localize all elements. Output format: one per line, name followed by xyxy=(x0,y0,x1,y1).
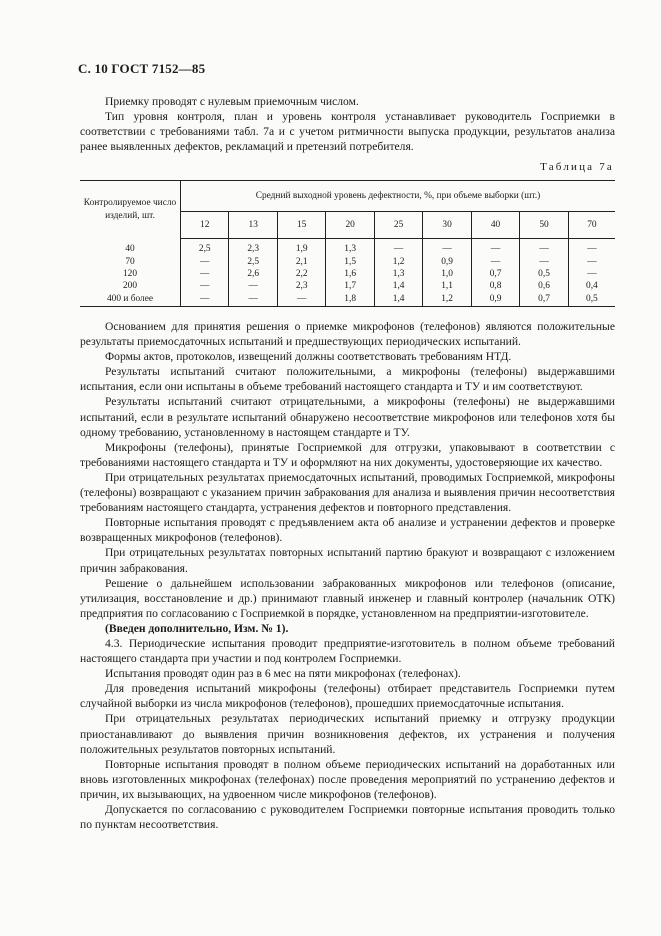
table-row xyxy=(80,255,615,267)
page-header: С. 10 ГОСТ 7152—85 xyxy=(78,61,206,76)
value-cell: 0,9 xyxy=(423,255,471,267)
paragraph: Результаты испытаний считают отрицательными, а микрофоны (телефоны) не выдержавшими испытаний, если в результате испытаний обнаружено несоответствие микрофонов или телефонов хотя бы одному требованию, установленному в настоящем стандарте и ТУ. xyxy=(80,395,615,439)
sample-size-header: 13 xyxy=(229,212,277,239)
value-cell: 0,4 xyxy=(568,280,615,292)
value-cell: — xyxy=(423,239,471,256)
value-cell: 1,6 xyxy=(326,268,374,280)
paragraph: Микрофоны (телефоны), принятые Госприемкой для отгрузки, упаковывают в соответствии с требованиями настоящего стандарта и ТУ и оформляют на них документы, удостоверяющие их качество. xyxy=(80,440,615,469)
sample-size-header: 25 xyxy=(374,212,422,239)
table-row xyxy=(80,293,615,307)
paragraph: Повторные испытания проводят в полном объеме периодических испытаний на доработанных или вновь изготовленных микрофонах (телефонах) после проведения мероприятий по устранению дефектов и причин, их вызывающих, на удвоенном числе микрофонов (телефонов). xyxy=(80,757,615,801)
paragraph: 4.3. Периодические испытания проводит предприятие-изготовитель в полном объеме требований настоящего стандарта при участии и под контролем Госприемки. xyxy=(80,636,615,666)
sample-size-header: 30 xyxy=(423,212,471,239)
paragraph: Для проведения испытаний микрофоны (телефоны) отбирает представитель Госприемки путем случайной выборки из числа микрофонов (телефонов), прошедших приемосдаточные испытания. xyxy=(80,682,615,711)
quantity-cell: 40 xyxy=(80,239,181,256)
quantity-cell: 400 и более xyxy=(80,293,181,307)
value-cell: — xyxy=(200,256,210,267)
sample-size-header: 15 xyxy=(277,212,325,239)
value-cell: — xyxy=(229,293,277,307)
paragraph: Испытания проводят один раз в 6 мес на пяти микрофонах (телефонах). xyxy=(105,667,461,681)
value-cell: 0,7 xyxy=(471,268,519,280)
value-cell: 1,3 xyxy=(326,239,374,256)
table-row xyxy=(80,268,615,280)
value-cell: 1,8 xyxy=(326,293,374,307)
sample-size-header: 70 xyxy=(568,212,615,239)
paragraph: При отрицательных результатах периодических испытаний приемку и отгрузку продукции приостанавливают до выявления причин возникновения дефектов, их устранения и получения положительных результатов повторных испытаний. xyxy=(80,712,615,756)
intro-text xyxy=(80,94,615,154)
sample-size-header: 20 xyxy=(326,212,374,239)
value-cell: 2,1 xyxy=(277,255,325,267)
value-cell: 0,5 xyxy=(568,293,615,307)
sample-size-header: 40 xyxy=(471,212,519,239)
value-cell: 1,9 xyxy=(277,239,325,256)
paragraph: При отрицательных результатах повторных испытаний партию бракуют и возвращают с изложением причин забракования. xyxy=(80,546,615,575)
value-cell: 0,7 xyxy=(520,293,568,307)
value-cell: 1,5 xyxy=(326,255,374,267)
value-cell: 0,8 xyxy=(471,280,519,292)
paragraph: (Введен дополнительно, Изм. № 1). xyxy=(105,621,289,635)
paragraph: Основанием для принятия решения о приемке микрофонов (телефонов) являются положительные результаты приемосдаточных испытаний и предшествующих периодических испытаний. xyxy=(80,320,615,349)
paragraph: При отрицательных результатах приемосдаточных испытаний, проводимых Госприемкой, микрофоны (телефоны) возвращают с указанием причин забракования для анализа и выявления причин несоответствия требованиям настоящего стандарта, устранения дефектов и повторного представления. xyxy=(80,470,615,515)
value-cell: 2,2 xyxy=(277,268,325,280)
value-cell: 2,3 xyxy=(277,280,325,292)
value-cell: — xyxy=(520,239,568,256)
quantity-cell: 200 xyxy=(80,280,181,292)
value-cell: 1,3 xyxy=(374,268,422,280)
value-cell: — xyxy=(277,293,325,307)
sample-size-header: 12 xyxy=(181,212,229,239)
value-cell: — xyxy=(200,281,210,292)
value-cell: 2,5 xyxy=(229,255,277,267)
value-cell: 1,0 xyxy=(423,268,471,280)
value-cell: — xyxy=(181,293,229,307)
value-cell: 1,1 xyxy=(423,280,471,292)
value-cell: 1,4 xyxy=(374,293,422,307)
paragraph: Тип уровня контроля, план и уровень контроля устанавливает руководитель Госприемки в соответствии с требованиями табл. 7а и с учетом ритмичности выпуска продукции, результатов анализа ранее выявленных дефектов, рекламаций и претензий потребителя. xyxy=(80,110,615,154)
row-header: Контролируемое число изделий, шт. xyxy=(80,181,181,239)
paragraph: Допускается по согласованию с руководителем Госприемки повторные испытания проводить только по пунктам несоответствия. xyxy=(80,803,615,832)
paragraph: Результаты испытаний считают положительными, а микрофоны (телефоны) выдержавшими испытания, если они испытаны в объеме требований настоящего стандарта и ТУ и им соответствуют. xyxy=(80,365,615,394)
paragraph: Приемку проводят с нулевым приемочным числом. xyxy=(105,95,359,108)
value-cell: 2,5 xyxy=(198,244,211,255)
value-cell: 0,5 xyxy=(520,268,568,280)
value-cell: 1,2 xyxy=(374,255,422,267)
body-text xyxy=(80,319,615,832)
sample-size-header: 50 xyxy=(520,212,568,239)
value-cell: — xyxy=(568,239,615,256)
value-cell: 0,6 xyxy=(520,280,568,292)
value-cell: — xyxy=(568,268,615,280)
table-row xyxy=(80,239,615,256)
value-cell: 2,3 xyxy=(229,239,277,256)
group-header: Средний выходной уровень дефектности, %, при объеме выборки (шт.) xyxy=(181,181,616,212)
paragraph: Формы актов, протоколов, извещений должны соответствовать требованиям НТД. xyxy=(105,350,512,364)
value-cell: — xyxy=(471,239,519,256)
value-cell: — xyxy=(520,255,568,267)
value-cell: — xyxy=(229,280,277,292)
value-cell: — xyxy=(374,239,422,256)
value-cell: 2,6 xyxy=(229,268,277,280)
value-cell: — xyxy=(568,255,615,267)
table-row xyxy=(80,280,615,292)
value-cell: — xyxy=(200,268,210,279)
value-cell: — xyxy=(471,255,519,267)
value-cell: 0,9 xyxy=(471,293,519,307)
table-caption: Таблица 7а xyxy=(540,161,614,173)
value-cell: 1,2 xyxy=(423,293,471,307)
quantity-cell: 120 xyxy=(80,268,181,280)
value-cell: 1,4 xyxy=(374,280,422,292)
paragraph: Решение о дальнейшем использовании забракованных микрофонов или телефонов (описание, утилизация, восстановление и др.) принимают главный инженер и главный контролер (начальник ОТК) предприятия по согласованию с Госприемкой в порядке, установленном на предприятии-изготовителе. xyxy=(80,576,615,620)
value-cell: 1,7 xyxy=(326,280,374,292)
defect-level-table xyxy=(80,180,615,307)
paragraph: Повторные испытания проводят с предъявлением акта об анализе и устранении дефектов и проверке возвращенных микрофонов (телефонов). xyxy=(80,516,615,545)
quantity-cell: 70 xyxy=(80,255,181,267)
